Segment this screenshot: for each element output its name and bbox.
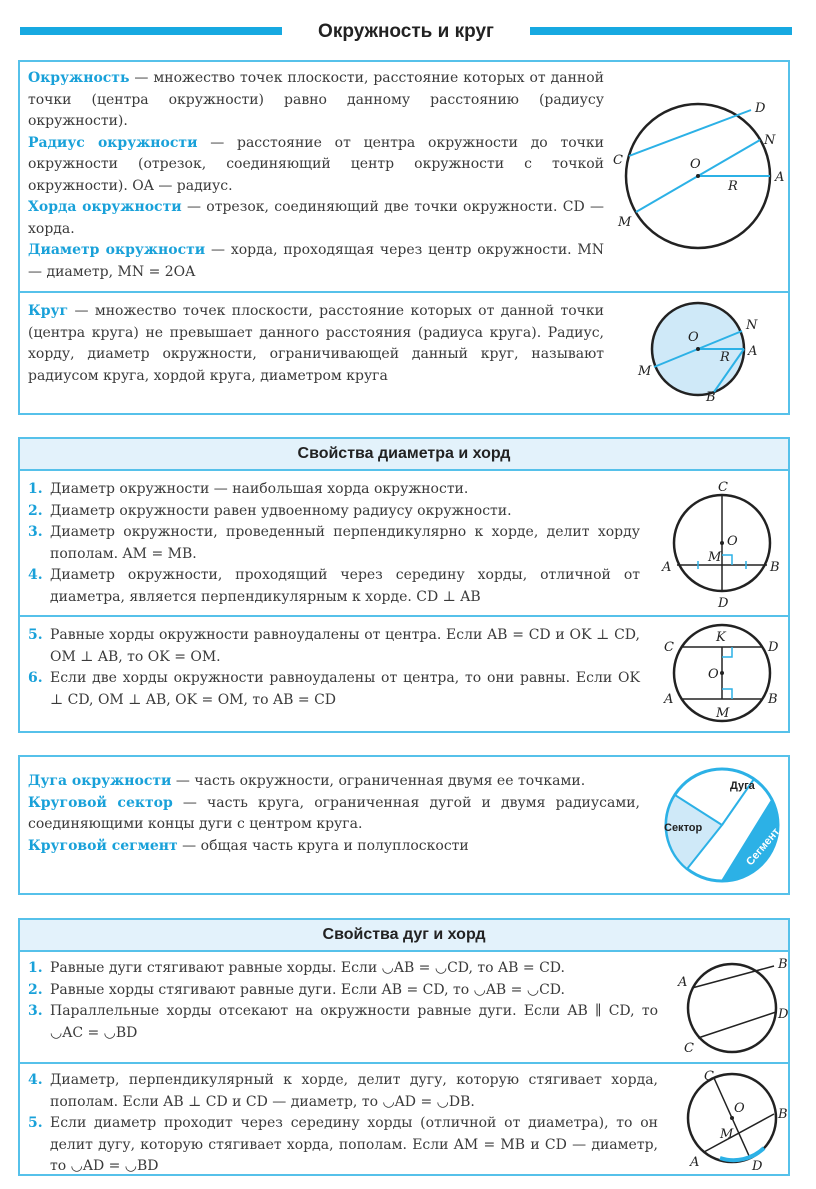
arc-sector-panel xyxy=(18,755,790,895)
fig2b-label-m: M xyxy=(716,706,730,721)
fig2a-label-a: A xyxy=(662,560,672,575)
fig4b-label-d: D xyxy=(752,1159,763,1172)
label-r: R xyxy=(728,179,738,194)
circle-definitions-text xyxy=(28,68,604,283)
fig4a-label-c: C xyxy=(684,1041,694,1056)
diameter-term: Диаметр окружности xyxy=(28,242,206,258)
fig2b-label-a: A xyxy=(664,692,674,707)
arc-chord-props-b xyxy=(20,1062,788,1174)
circle-term: Окружность xyxy=(28,70,130,86)
arc-sector-figure xyxy=(658,761,788,891)
arc-sector-text xyxy=(28,771,640,857)
list-item: 4. Диаметр окружности, проходящий через середину хорды, отличной от диаметра, является перпендикулярным к хорде. CD ⊥ AB xyxy=(28,567,640,605)
fig2b-label-d: D xyxy=(768,640,779,655)
fig4b-label-o: O xyxy=(734,1101,745,1116)
disc-term: Круг xyxy=(28,303,69,319)
bisected-arc-figure xyxy=(674,1066,788,1172)
radius-term: Радиус окружности xyxy=(28,134,198,151)
fig2b-label-c: C xyxy=(664,640,674,655)
arc-chord-panel xyxy=(18,918,790,1176)
fig2a-label-b: B xyxy=(770,560,780,575)
arc-chord-props-a xyxy=(20,952,788,1062)
circle-definitions xyxy=(20,62,788,292)
equal-chords-center xyxy=(720,671,724,675)
disc-label-b: B xyxy=(706,390,716,405)
right-angle-k xyxy=(722,647,732,657)
label-m: M xyxy=(618,215,632,230)
disc-label-o: O xyxy=(688,330,699,345)
fig2b-label-o: O xyxy=(708,667,719,682)
fig2b-label-k: K xyxy=(716,630,726,645)
segment-def: — общая часть круга и полуплоскости xyxy=(177,837,469,854)
fig4a-label-a: A xyxy=(678,975,688,990)
arc-chord-list-b xyxy=(28,1070,658,1178)
arc-label: Дуга xyxy=(730,780,755,792)
disc-label-a: A xyxy=(748,344,758,359)
right-angle-m xyxy=(722,689,732,699)
label-n: N xyxy=(764,133,776,148)
fig4a-label-d: D xyxy=(778,1007,788,1022)
arc-term: Дуга окружности xyxy=(28,773,172,789)
disc-figure xyxy=(630,299,780,409)
sector-def: — часть круга, ограниченная дугой и двумя радиусами, соединяющими концы дуги с центром круга. xyxy=(28,794,640,832)
circle-figure xyxy=(610,88,790,283)
diameter-chord-list-b xyxy=(28,625,640,711)
diameter-chord-props-b xyxy=(20,615,788,731)
list-item: 5. Если диаметр проходит через середину хорды (отличной от диаметра), то он делит дугу, которую стягивает хорда, пополам. Если AM = MB и CD — диаметр, то ◡AD = ◡BD xyxy=(28,1115,658,1174)
fig4b-label-b: B xyxy=(778,1107,788,1122)
diameter-figure xyxy=(660,471,788,615)
fig2b-label-b: B xyxy=(768,692,778,707)
fig4a-label-b: B xyxy=(778,957,788,972)
fig2a-label-m: M xyxy=(708,550,722,565)
segment-label: Сегмент xyxy=(744,825,783,869)
radius-def: — расстояние от центра окружности до точки окружности (отрезок, соединяющий центр окружности с точкой окружности). OA — радиус. xyxy=(28,134,604,194)
center-point xyxy=(696,174,700,178)
title-bar xyxy=(20,20,792,44)
list-item: 3. Диаметр окружности, проведенный перпендикулярно к хорде, делит хорду пополам. AM = MB. xyxy=(28,524,640,562)
chord-term: Хорда окружности xyxy=(28,199,182,215)
disc-label-r: R xyxy=(720,350,730,365)
fig4b-label-a: A xyxy=(690,1155,700,1170)
chord-cd xyxy=(629,110,751,156)
chord-cd-parallel xyxy=(698,1012,776,1038)
list-item: 1. Диаметр окружности — наибольшая хорда окружности. xyxy=(28,481,469,497)
fig4b-label-c: C xyxy=(704,1069,714,1084)
label-a: A xyxy=(775,170,785,185)
list-item: 5. Равные хорды окружности равноудалены от центра. Если AB = CD и OK ⊥ CD, OM ⊥ AB, то OK = OM. xyxy=(28,627,640,665)
disc-definition-text xyxy=(28,301,604,387)
list-item: 6. Если две хорды окружности равноудалены от центра, то они равны. Если OK ⊥ CD, OM ⊥ AB, OK = OM, то AB = CD xyxy=(28,670,640,708)
diameter-chord-list-a xyxy=(28,479,640,608)
arc-chord-list-a xyxy=(28,958,658,1044)
diameter-def: — хорда, проходящая через центр окружности. MN — диаметр, MN = 2OA xyxy=(28,242,604,280)
chord-ab-arc xyxy=(704,1114,774,1152)
sector-label: Сектор xyxy=(664,822,703,834)
chord-def: — отрезок, соединяющий две точки окружности. CD — хорда. xyxy=(28,199,604,237)
disc-center xyxy=(696,347,700,351)
list-item: 2. Равные хорды стягивают равные дуги. Если AB = CD, то ◡AB = ◡CD. xyxy=(28,981,565,998)
label-c: C xyxy=(613,153,623,168)
segment-term: Круговой сегмент xyxy=(28,837,178,854)
list-item: 3. Параллельные хорды отсекают на окружности равные дуги. Если AB ∥ CD, то ◡AC = ◡BD xyxy=(28,1003,658,1041)
circle-def: — множество точек плоскости, расстояние которых от данной точки (центра окружности) равно данному расстоянию (радиусу окружности). xyxy=(28,70,604,129)
fig2a-label-o: O xyxy=(727,534,738,549)
label-o: O xyxy=(690,157,701,172)
diameter-chord-panel xyxy=(18,437,790,733)
list-item: 2. Диаметр окружности равен удвоенному радиусу окружности. xyxy=(28,502,512,519)
list-item: 1. Равные дуги стягивают равные хорды. Если ◡AB = ◡CD, то AB = CD. xyxy=(28,960,565,976)
page-title: Окружность и круг xyxy=(306,21,506,42)
diameter-chord-props-a xyxy=(20,471,788,615)
right-angle-mark xyxy=(722,555,732,565)
diameter-chord-header: Свойства диаметра и хорд xyxy=(20,439,788,471)
fig2a-label-d: D xyxy=(718,596,729,611)
disc-def: — множество точек плоскости, расстояние которых от данной точки (центра круга) не превышает данного расстояния (радиуса круга). Радиус, хорду, диаметр окружности, ограничивающей данный круг, называют радиусом круга, хордой круга, диаметром круга xyxy=(28,303,604,384)
bisected-arc-center xyxy=(730,1116,734,1120)
definitions-panel xyxy=(18,60,790,415)
diameter-center xyxy=(720,541,724,545)
parallel-chords-figure xyxy=(674,954,788,1060)
fig4b-label-m: M xyxy=(720,1127,734,1142)
disc-label-n: N xyxy=(746,318,758,333)
list-item: 4. Диаметр, перпендикулярный к хорде, делит дугу, которую стягивает хорда, пополам. Если AB ⊥ CD и CD — диаметр, то ◡AD = ◡DB. xyxy=(28,1072,658,1110)
disc-label-m: M xyxy=(638,364,652,379)
label-d: D xyxy=(755,101,766,116)
arc-def: — часть окружности, ограниченная двумя ее точками. xyxy=(171,773,586,789)
equal-chords-figure xyxy=(660,621,788,729)
sector-term: Круговой сектор xyxy=(28,794,173,811)
disc-definition xyxy=(20,291,788,413)
fig2a-label-c: C xyxy=(718,480,728,495)
arc-chord-header: Свойства дуг и хорд xyxy=(20,920,788,952)
